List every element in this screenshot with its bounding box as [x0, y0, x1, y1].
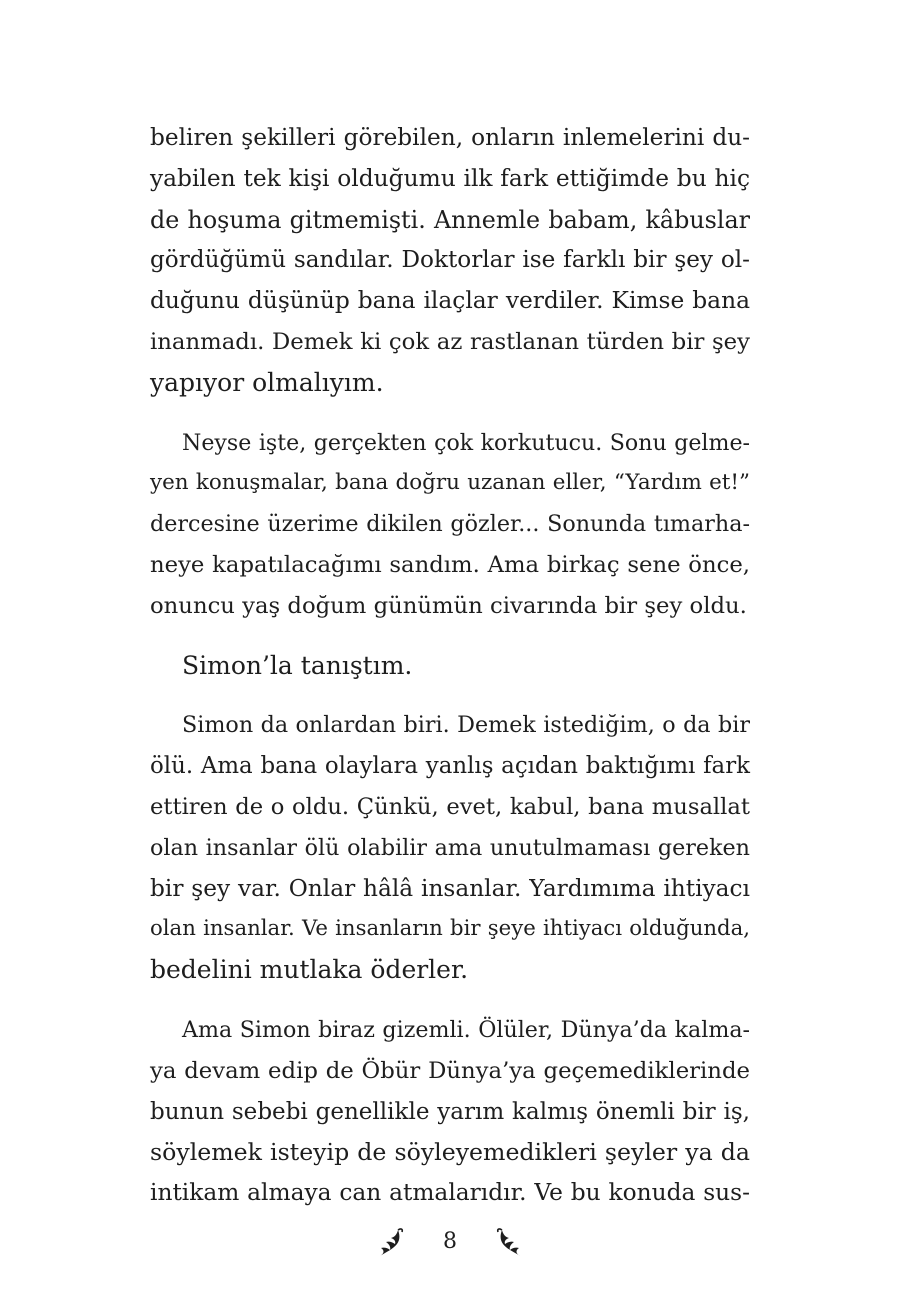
text-line: söylemek isteyip de söyleyemedikleri şeyler ya da: [150, 1138, 750, 1167]
text-line: neye kapatılacağımı sandım. Ama birkaç sene önce,: [150, 551, 750, 578]
text-line: ya devam edip de Öbür Dünya’ya geçemediklerinde: [150, 1057, 750, 1084]
text-line: bedelini mutlaka öderler.: [150, 955, 469, 985]
body-text: [150, 118, 750, 1214]
text-line: de hoşuma gitmemişti. Annemle babam, kâbuslar: [150, 205, 750, 234]
page-footer: [0, 1222, 900, 1262]
paragraph-gap: [150, 627, 750, 646]
paragraph-1: [150, 118, 750, 404]
fleuron-left-icon: [378, 1226, 404, 1258]
paragraph-gap: [150, 991, 750, 1010]
text-line: duğunu düşünüp bana ilaçlar verdiler. Kimse bana: [150, 287, 750, 315]
text-line: yen konuşmalar, bana doğru uzanan eller, “Yardım et!”: [150, 470, 750, 496]
text-line: Simon’la tanıştım.: [182, 650, 413, 680]
text-line: bir şey var. Onlar hâlâ insanlar. Yardımıma ihtiyacı: [150, 874, 750, 902]
text-line: ettiren de o oldu. Çünkü, evet, kabul, bana musallat: [150, 793, 750, 820]
paragraph-gap: [150, 404, 750, 423]
paragraph-4: [150, 705, 750, 991]
text-line: dercesine üzerime dikilen gözler... Sonunda tımarha-: [150, 511, 750, 538]
text-line: Ama Simon biraz gizemli. Ölüler, Dünya’da kalma-: [182, 1016, 750, 1043]
text-line: olan insanlar. Ve insanların bir şeye ihtiyacı olduğunda,: [150, 916, 750, 942]
text-line: inanmadı. Demek ki çok az rastlanan türden bir şey: [150, 328, 750, 355]
text-line: Simon da onlardan biri. Demek istediğim, o da bir: [182, 712, 750, 739]
text-line: intikam almaya can atmalarıdır. Ve bu konuda sus-: [150, 1179, 750, 1207]
fleuron-right-icon: [496, 1226, 522, 1258]
text-line: onuncu yaş doğum günümün civarında bir şey oldu.: [150, 592, 747, 619]
text-line: Neyse işte, gerçekten çok korkutucu. Sonu gelme-: [182, 429, 750, 456]
page-number: 8: [443, 1229, 457, 1254]
text-line: yapıyor olmalıyım.: [150, 367, 384, 397]
text-line: bunun sebebi genellikle yarım kalmış önemli bir iş,: [150, 1098, 750, 1125]
paragraph-3: [150, 646, 750, 687]
text-line: yabilen tek kişi olduğumu ilk fark ettiğimde bu hiç: [150, 164, 750, 192]
text-line: beliren şekilleri görebilen, onların inlemelerini du-: [150, 124, 750, 151]
text-line: olan insanlar ölü olabilir ama unutulmaması gereken: [150, 834, 750, 861]
paragraph-gap: [150, 686, 750, 705]
paragraph-2: [150, 423, 750, 627]
text-line: ölü. Ama bana olaylara yanlış açıdan baktığımı fark: [150, 753, 750, 780]
paragraph-5: [150, 1010, 750, 1214]
text-line: gördüğümü sandılar. Doktorlar ise farklı bir şey ol-: [150, 247, 750, 274]
